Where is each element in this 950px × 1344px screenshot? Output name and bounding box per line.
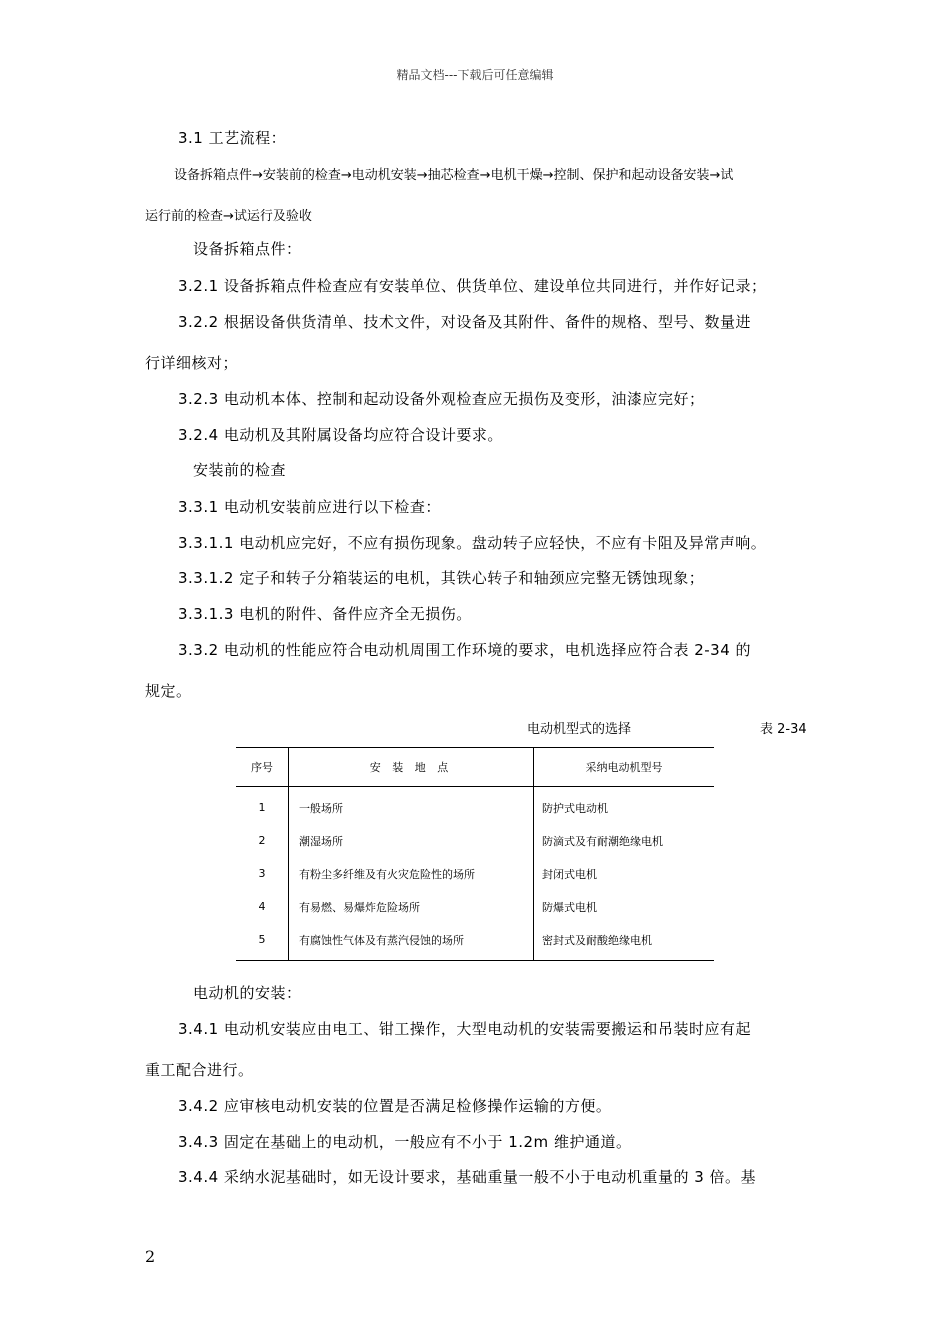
- cell-motor-type: 封闭式电机: [542, 867, 597, 881]
- paragraph-3-4-1-cont: 重工配合进行。: [145, 1061, 254, 1079]
- motor-type-selection-table: [236, 747, 714, 961]
- paragraph-3-4-2: 3.4.2 应审核电动机安装的位置是否满足检修操作运输的方便。: [178, 1097, 612, 1115]
- cell-index: 3: [258, 867, 266, 880]
- subheading-unpacking: 设备拆箱点件：: [193, 240, 302, 258]
- process-flow-line-1: 设备拆箱点件→安装前的检查→电动机安装→抽芯检查→电机干燥→控制、保护和起动设备安装→试: [174, 168, 734, 183]
- cell-index: 5: [236, 923, 289, 961]
- paragraph-3-2-2: 3.2.2 根据设备供货清单、技术文件，对设备及其附件、备件的规格、型号、数量进: [178, 313, 751, 331]
- process-flow-line-2: 运行前的检查→试运行及验收: [145, 209, 312, 224]
- cell-motor-type: 防爆式电机: [542, 900, 597, 914]
- paragraph-3-2-2-cont: 行详细核对；: [145, 354, 239, 372]
- paragraph-3-4-4: 3.4.4 采纳水泥基础时，如无设计要求，基础重量一般不小于电动机重量的 3 倍。基: [178, 1168, 757, 1186]
- cell-index: 1: [258, 801, 266, 814]
- cell-motor-type: 防滴式及有耐潮绝缘电机: [542, 834, 663, 848]
- cell-location: 有粉尘多纤维及有火灾危险性的场所: [289, 857, 534, 890]
- paragraph-3-3-2: 3.3.2 电动机的性能应符合电动机周围工作环境的要求，电机选择应符合表 2-34 的: [178, 641, 752, 659]
- cell-motor-type: 防护式电动机: [542, 801, 608, 815]
- header-index: 序号: [236, 748, 289, 787]
- cell-index: 2: [258, 834, 266, 847]
- table-row: [236, 824, 714, 857]
- table-header-row: [236, 748, 714, 787]
- paragraph-3-3-1: 3.3.1 电动机安装前应进行以下检查：: [178, 498, 441, 516]
- page-header: 精品文档---下载后可任意编辑: [396, 68, 554, 82]
- paragraph-3-2-1: 3.2.1 设备拆箱点件检查应有安装单位、供货单位、建设单位共同进行，并作好记录；: [178, 277, 767, 295]
- cell-location: 有腐蚀性气体及有蒸汽侵蚀的场所: [289, 923, 534, 961]
- table-caption: 电动机型式的选择: [527, 722, 632, 737]
- cell-location: 有易燃、易爆炸危险场所: [289, 890, 534, 923]
- page-number: 2: [145, 1247, 156, 1266]
- table-row: [236, 923, 714, 961]
- subheading-pre-install-check: 安装前的检查: [193, 461, 287, 479]
- paragraph-3-3-1-2: 3.3.1.2 定子和转子分箱装运的电机，其铁心转子和轴颈应完整无锈蚀现象；: [178, 569, 705, 587]
- table-row: [236, 787, 714, 825]
- subheading-motor-install: 电动机的安装：: [193, 984, 302, 1002]
- cell-index: 4: [258, 900, 266, 913]
- cell-location: 一般场所: [289, 787, 534, 825]
- paragraph-3-2-3: 3.2.3 电动机本体、控制和起动设备外观检查应无损伤及变形，油漆应完好；: [178, 390, 705, 408]
- cell-location: 潮湿场所: [289, 824, 534, 857]
- section-3-1-heading: 3.1 工艺流程：: [178, 129, 287, 147]
- paragraph-3-3-1-1: 3.3.1.1 电动机应完好，不应有损伤现象。盘动转子应轻快，不应有卡阻及异常声响。: [178, 534, 767, 552]
- table-number: 表 2-34: [760, 722, 807, 737]
- table-row: [236, 857, 714, 890]
- paragraph-3-4-3: 3.4.3 固定在基础上的电动机，一般应有不小于 1.2m 维护通道。: [178, 1133, 632, 1151]
- paragraph-3-2-4: 3.2.4 电动机及其附属设备均应符合设计要求。: [178, 426, 503, 444]
- table-row: [236, 890, 714, 923]
- paragraph-3-3-2-cont: 规定。: [145, 682, 192, 700]
- header-motor-type: 采纳电动机型号: [534, 748, 715, 787]
- header-location: 安 装 地 点: [289, 748, 534, 787]
- cell-motor-type: 密封式及耐酸绝缘电机: [534, 923, 715, 961]
- paragraph-3-3-1-3: 3.3.1.3 电机的附件、备件应齐全无损伤。: [178, 605, 472, 623]
- paragraph-3-4-1: 3.4.1 电动机安装应由电工、钳工操作，大型电动机的安装需要搬运和吊装时应有起: [178, 1020, 751, 1038]
